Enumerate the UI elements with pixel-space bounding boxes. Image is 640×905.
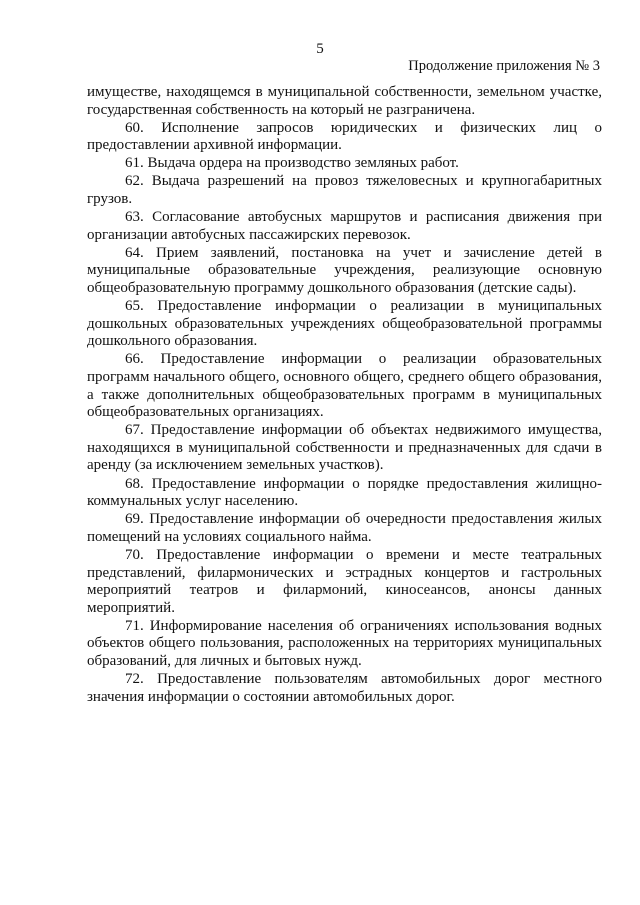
paragraph-item-63: 63. Согласование автобусных маршрутов и расписания движения при организации автобусных пассажирских перевозок. (87, 209, 602, 243)
paragraph-item-64: 64. Прием заявлений, постановка на учет и зачисление детей в муниципальные образовательные учреждения, реализующие основную общеобразовательную программу дошкольного образования (детские сады). (87, 244, 602, 297)
paragraph-item-61: 61. Выдача ордера на производство земляных работ. (125, 155, 459, 172)
appendix-continuation-note: Продолжение приложения № 3 (408, 58, 600, 74)
paragraph-item-65: 65. Предоставление информации о реализации в муниципальных дошкольных образовательных учреждениях общеобразовательной программы дошкольного образования. (87, 298, 602, 350)
paragraph-item-62: 62. Выдача разрешений на провоз тяжеловесных и крупногабаритных грузов. (87, 173, 602, 208)
paragraph-item-69: 69. Предоставление информации об очередности предоставления жилых помещений на условиях социального найма. (87, 511, 602, 545)
paragraph-item-71: 71. Информирование населения об ограничениях использования водных объектов общего пользования, расположенных на территориях муниципальных образований, для личных и бытовых нужд. (87, 617, 602, 669)
paragraph-item-70: 70. Предоставление информации о времени и месте театральных представлений, филармонических и эстрадных концертов и гастрольных мероприятий театров и филармоний, киносеансов, анонсы данных мероприятий. (87, 546, 602, 616)
paragraph-item-72: 72. Предоставление пользователям автомобильных дорог местного значения информации о состоянии автомобильных дорог. (87, 671, 602, 705)
paragraph-item-66: 66. Предоставление информации о реализации образовательных программ начального общего, основного общего, среднего общего образования, а также дополнительных общеобразовательных программ в муниципальных общеобразовательных организациях. (87, 351, 602, 421)
paragraph-continuation: имуществе, находящемся в муниципальной собственности, земельном участке, государственная собственность на который не разграничена. (87, 84, 602, 118)
paragraph-item-60: 60. Исполнение запросов юридических и физических лиц о предоставлении архивной информации. (87, 119, 602, 154)
document-body (87, 84, 602, 707)
page-number: 5 (316, 41, 324, 57)
paragraph-item-68: 68. Предоставление информации о порядке предоставления жилищно-коммунальных услуг населению. (87, 475, 602, 510)
paragraph-item-67: 67. Предоставление информации об объектах недвижимого имущества, находящихся в муниципальной собственности и предназначенных для сдачи в аренду (за исключением земельных участков). (87, 422, 602, 474)
